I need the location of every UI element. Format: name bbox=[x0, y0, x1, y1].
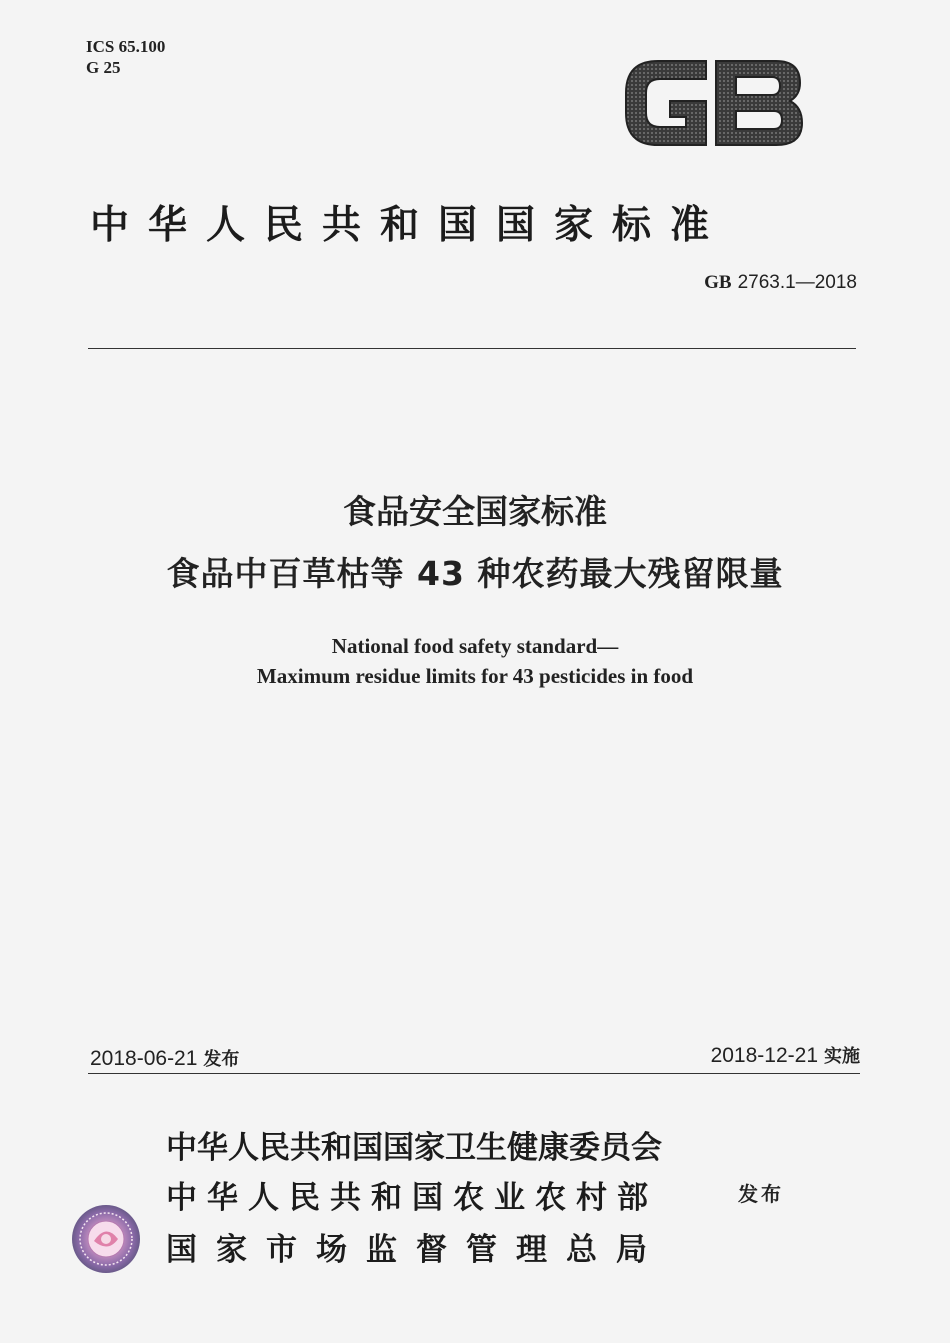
ics-code: ICS 65.100 bbox=[86, 37, 166, 56]
issuer-samr: 国家市场监督管理总局 bbox=[166, 1232, 666, 1268]
ccs-code: G 25 bbox=[86, 58, 121, 77]
impl-date-suffix: 实施 bbox=[824, 1046, 860, 1067]
anti-counterfeit-seal-icon bbox=[70, 1203, 142, 1275]
gb-standard-logo bbox=[618, 55, 808, 151]
classification-codes bbox=[86, 36, 165, 78]
issuer-moa: 中华人民共和国农业农村部 bbox=[166, 1180, 658, 1216]
title-en-line-2: Maximum residue limits for 43 pesticides in food bbox=[256, 664, 694, 688]
title-cn-line-1: 食品安全国家标准 bbox=[343, 492, 607, 531]
standard-number bbox=[704, 272, 857, 294]
bottom-divider bbox=[88, 1073, 860, 1074]
title-en-line-1: National food safety standard— bbox=[331, 634, 619, 658]
implementation-date bbox=[711, 1042, 860, 1068]
title-cn-line-2: 食品中百草枯等 43 种农药最大残留限量 bbox=[166, 554, 784, 593]
standard-prefix: GB bbox=[704, 272, 732, 293]
issue-date bbox=[90, 1045, 239, 1071]
country-standard-title: 中华人民共和国国家标准 bbox=[90, 203, 729, 248]
publish-label: 发布 bbox=[738, 1182, 784, 1206]
issuer-nhc: 中华人民共和国国家卫生健康委员会 bbox=[166, 1130, 662, 1166]
issue-date-suffix: 发布 bbox=[203, 1049, 240, 1070]
standard-code: 2763.1—2018 bbox=[737, 272, 857, 293]
impl-date-value: 2018-12-21 bbox=[710, 1044, 818, 1067]
top-divider bbox=[88, 348, 856, 349]
issue-date-value: 2018-06-21 bbox=[90, 1047, 198, 1070]
